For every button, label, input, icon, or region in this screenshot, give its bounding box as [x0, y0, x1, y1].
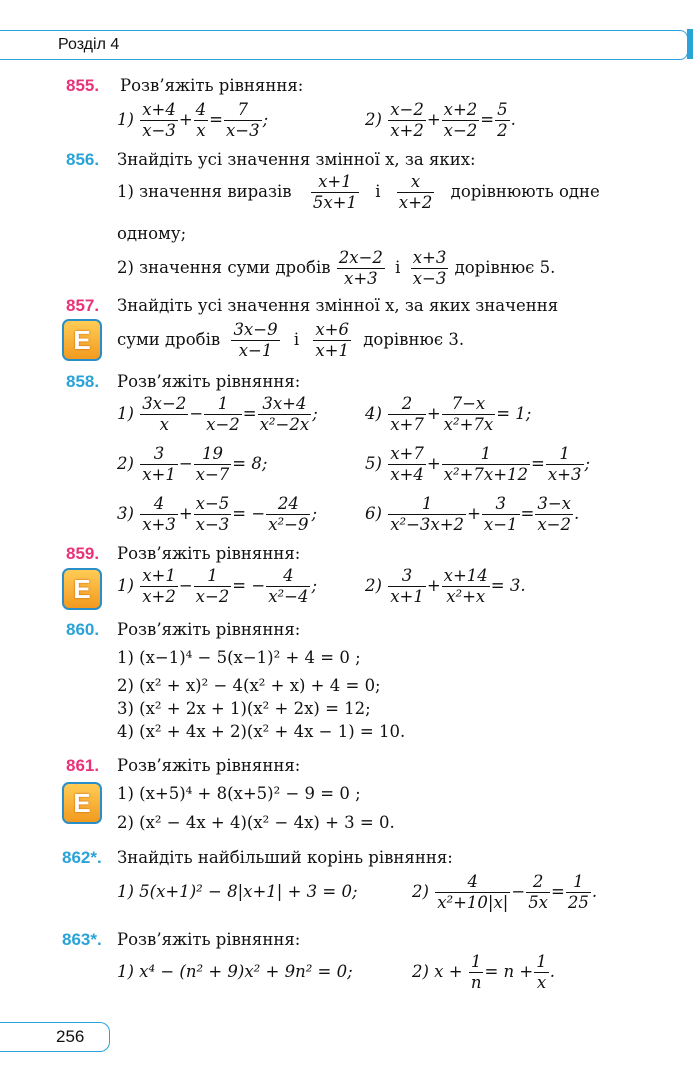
problem-number: 859.	[66, 544, 100, 563]
equation-862-2: 2) $\frac{4}{\text{x²+10|x|}}$ − $\frac{2}{5x}$ = $\frac{1}{25}$ .	[412, 872, 598, 912]
equation-863-1: 1) x⁴ − (n² + 9)x² + 9n² = 0;	[117, 962, 353, 981]
problem-number: 863*.	[62, 930, 102, 949]
problem-number: 857.	[66, 296, 100, 315]
header-accent	[687, 29, 693, 59]
equation-862-1: 1) 5(x+1)² − 8|x+1| + 3 = 0;	[117, 882, 358, 901]
equation-855-2: 2) $\frac{x-2}{x+2}$ + $\frac{x+2}{x-2}$ = $\frac{5}{2}$ .	[365, 100, 516, 140]
problem-text: Розв’яжіть рівняння:	[117, 756, 301, 775]
problem-text: Знайдіть усі значення змінної x, за яких значення	[117, 296, 559, 315]
page-header	[0, 30, 688, 60]
problem-number: 862*.	[62, 848, 102, 867]
problem-text: Розв’яжіть рівняння:	[120, 76, 304, 95]
problem-number: 861.	[66, 756, 100, 775]
problem-number: 855.	[66, 76, 100, 95]
problem-text: Розв’яжіть рівняння:	[117, 930, 301, 949]
equation-863-2: 2) x + $\frac{1}{n}$ = n + $\frac{1}{x}$ .	[412, 952, 555, 992]
exercise-badge-icon: Е	[62, 568, 102, 610]
page-number: 256	[56, 1027, 85, 1046]
problem-text: Розв’яжіть рівняння:	[117, 544, 301, 563]
equation-858-3: 3) $\frac{4}{x+3}$ + $\frac{x-5}{x-3}$ = − $\frac{24}{\text{x²−9}}$ ;	[117, 494, 318, 534]
equation-858-5: 5) $\frac{x+7}{x+4}$ + $\frac{1}{\text{x²+7x+12}}$ = $\frac{1}{x+3}$ ;	[365, 444, 591, 484]
equation-858-4: 4) $\frac{2}{x+7}$ + $\frac{7-x}{\text{x²+7x}}$ = 1;	[365, 394, 532, 434]
equation-859-1: 1) $\frac{x+1}{x+2}$ − $\frac{1}{x-2}$ = − $\frac{4}{\text{x²−4}}$ ;	[117, 566, 318, 606]
equation-859-2: 2) $\frac{3}{x+1}$ + $\frac{x+14}{\text{x²+x}}$ = 3.	[365, 566, 526, 606]
equation-855-1: 1) $\frac{x+4}{x-3}$ + $\frac{4}{x}$ = $\frac{7}{x-3}$ ;	[117, 100, 269, 140]
problem-number: 860.	[66, 620, 100, 639]
equation-858-1: 1) $\frac{3x-2}{x}$ − $\frac{1}{x-2}$ = $\frac{3x+4}{\text{x²−2x}}$ ;	[117, 394, 318, 434]
problem-text: Знайдіть усі значення змінної x, за яких:	[117, 150, 476, 169]
problem-text: Знайдіть найбільший корінь рівняння:	[117, 848, 453, 867]
exercise-badge-icon: Е	[62, 782, 102, 824]
problem-number: 856.	[66, 150, 100, 169]
problem-text: Розв’яжіть рівняння:	[117, 620, 301, 639]
page-number-box	[0, 1022, 110, 1052]
problem-number: 858.	[66, 372, 100, 391]
problem-text: Розв’яжіть рівняння:	[117, 372, 301, 391]
section-title: Розділ 4	[58, 36, 120, 53]
equation-858-6: 6) $\frac{1}{\text{x²−3x+2}}$ + $\frac{3}{x-1}$ = $\frac{3-x}{x-2}$ .	[365, 494, 580, 534]
exercise-badge-icon: Е	[62, 319, 102, 361]
equation-858-2: 2) $\frac{3}{x+1}$ − $\frac{19}{x-7}$ = 8;	[117, 444, 268, 484]
